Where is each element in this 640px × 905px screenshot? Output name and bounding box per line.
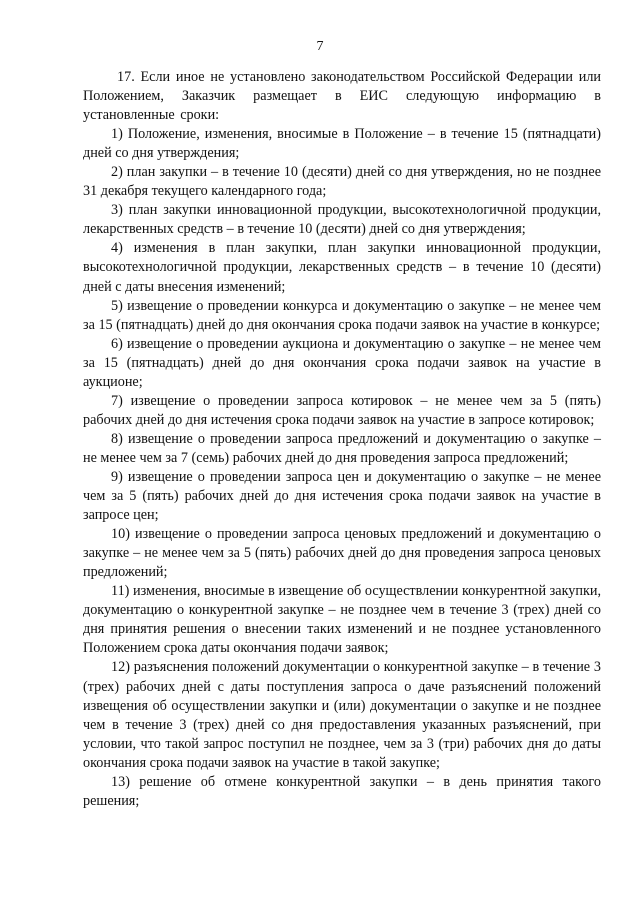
list-item-6: 6) извещение о проведении аукциона и документацию о закупке – не менее чем за 15 (пятнадцать) дней до дня окончания срока подачи заявок на участие в аукционе; — [83, 335, 601, 390]
list-item-12: 12) разъяснения положений документации о конкурентной закупке – в течение 3 (трех) рабочих дней с даты поступления запроса о даче разъяснений положений извещения об осуществлении закупки и (или) документации о закупке и не позднее чем в течение 3 (трех) дней со дня предоставления указанных разъяснений, при условии, что такой запрос поступил не позднее, чем за 3 (три) рабочих дня до даты окончания срока подачи заявок на участие в такой закупке; — [83, 659, 601, 771]
list-item-3: 3) план закупки инновационной продукции, высокотехнологичной продукции, лекарственных средств – в течение 10 (десяти) дней со дня утверждения; — [83, 202, 601, 238]
list-item-10: 10) извещение о проведении запроса ценовых предложений и документацию о закупке – не менее чем за 5 (пять) рабочих дней до дня проведения запроса ценовых предложений; — [83, 526, 601, 581]
list-item-4: 4) изменения в план закупки, план закупки инновационной продукции, высокотехнологичной продукции, лекарственных средств – в течение 10 (десяти) дней с даты внесения изменений; — [83, 240, 601, 295]
list-item-13: 13) решение об отмене конкурентной закупки – в день принятия такого решения; — [83, 773, 601, 809]
list-item-7: 7) извещение о проведении запроса котировок – не менее чем за 5 (пять) рабочих дней до дня истечения срока подачи заявок на участие в запросе котировок; — [83, 392, 601, 428]
clause-17-intro: 17. Если иное не установлено законодательством Российской Федерации или Положением, Заказчик размещает в ЕИС следующую информацию в установленные сроки: — [83, 69, 601, 124]
document-body — [83, 68, 601, 811]
list-item-11: 11) изменения, вносимые в извещение об осуществлении конкурентной закупки, документацию о конкурентной закупке – не позднее чем в течение 3 (трех) дней со дня принятия решения о внесении таких изменений и не позднее установленного Положением срока даты окончания подачи заявок; — [83, 583, 601, 657]
page-number: 7 — [316, 39, 324, 54]
list-item-8: 8) извещение о проведении запроса предложений и документацию о закупке – не менее чем за 7 (семь) рабочих дней до дня проведения запроса предложений; — [83, 430, 601, 466]
list-item-9: 9) извещение о проведении запроса цен и документацию о закупке – не менее чем за 5 (пять) рабочих дней до дня истечения срока подачи заявок на участие в запросе цен; — [83, 468, 601, 524]
list-item-2: 2) план закупки – в течение 10 (десяти) дней со дня утверждения, но не позднее 31 декабря текущего календарного года; — [83, 164, 601, 200]
list-item-5: 5) извещение о проведении конкурса и документацию о закупке – не менее чем за 15 (пятнадцать) дней до дня окончания срока подачи заявок на участие в конкурсе; — [83, 297, 601, 333]
list-item-1: 1) Положение, изменения, вносимые в Положение – в течение 15 (пятнадцати) дней со дня утверждения; — [83, 126, 601, 162]
